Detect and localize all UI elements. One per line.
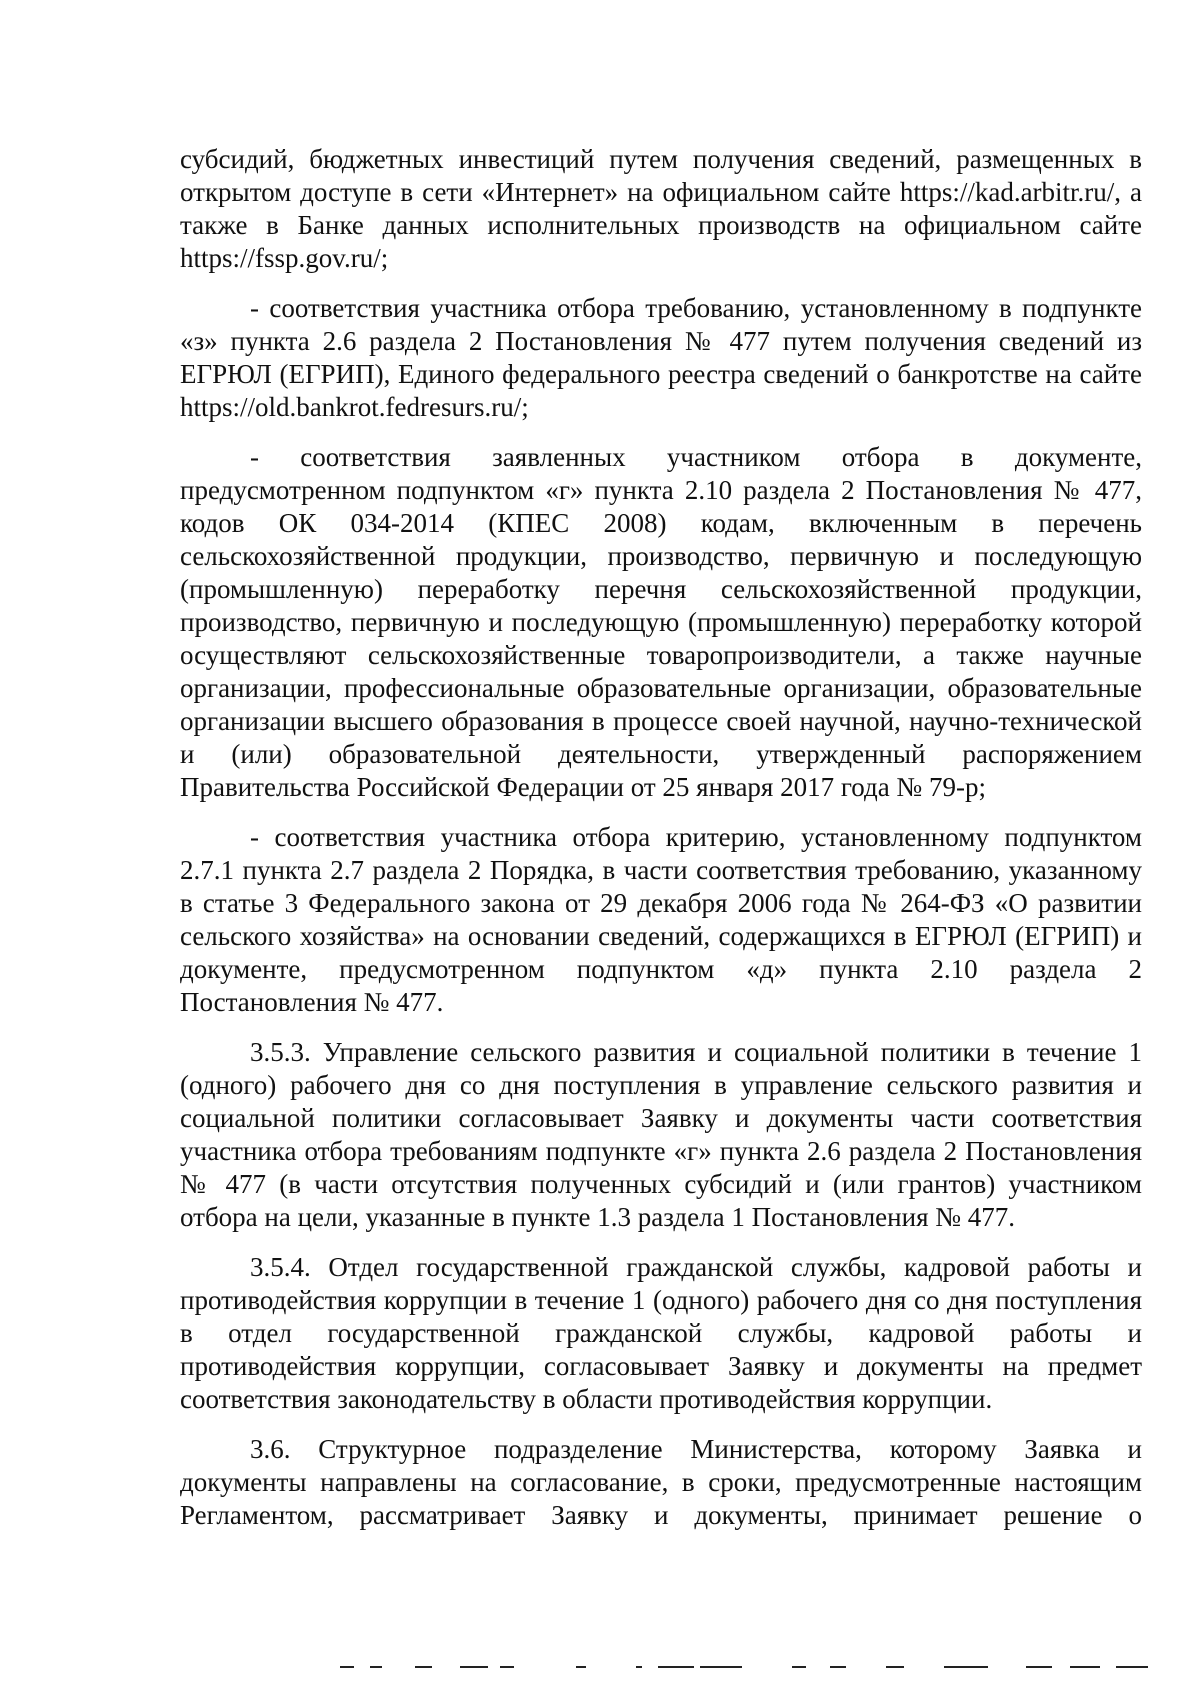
paragraph-criterion-check: - соответствия участника отбора критерию, установленному подпунктом 2.7.1 пункта 2.7 раздела 2 Порядка, в части соответствия требованию, указанному в статье 3 Федерального закона от 29 декабря 2006 года № 264-ФЗ «О развитии сельского хозяйства» на основании сведений, содержащихся в ЕГРЮЛ (ЕГРИП) и документе, предусмотренном подпунктом «д» пункта 2.10 раздела 2 Постановления № 477. <box>180 822 1142 1017</box>
scan-artifact-dashes <box>340 1664 1160 1670</box>
paragraph-bankruptcy-check: - соответствия участника отбора требованию, установленному в подпункте «з» пункта 2.6 раздела 2 Постановления № 477 путем получения сведений из ЕГРЮЛ (ЕГРИП), Единого федерального реестра сведений о банкротстве на сайте https://old.bankrot.fedresurs.ru/; <box>180 293 1142 422</box>
paragraph-3-6: 3.6. Структурное подразделение Министерства, которому Заявка и документы направлены на согласование, в сроки, предусмотренные настоящим Регламентом, рассматривает Заявку и документы, принимает решение о <box>180 1434 1142 1530</box>
paragraph-3-5-4: 3.5.4. Отдел государственной гражданской службы, кадровой работы и противодействия коррупции в течение 1 (одного) рабочего дня со дня поступления в отдел государственной гражданской службы, кадровой работы и противодействия коррупции, согласовывает Заявку и документы на предмет соответствия законодательству в области противодействия коррупции. <box>180 1252 1142 1414</box>
paragraph-subsidies-continuation: субсидий, бюджетных инвестиций путем получения сведений, размещенных в открытом доступе в сети «Интернет» на официальном сайте https://kad.arbitr.ru/, а также в Банке данных исполнительных производств на официальном сайте https://fssp.gov.ru/; <box>180 144 1142 273</box>
document-body <box>180 143 1142 1532</box>
paragraph-okpd-codes-check: - соответствия заявленных участником отбора в документе, предусмотренном подпунктом «г» пункта 2.10 раздела 2 Постановления № 477, кодов ОК 034-2014 (КПЕС 2008) кодам, включенным в перечень сельскохозяйственной продукции, производство, первичную и последующую (промышленную) переработку перечня сельскохозяйственной продукции, производство, первичную и последующую (промышленную) переработку которой осуществляют сельскохозяйственные товаропроизводители, а также научные организации, профессиональные образовательные организации, образовательные организации высшего образования в процессе своей научной, научно-технической и (или) образовательной деятельности, утвержденный распоряжением Правительства Российской Федерации от 25 января 2017 года № 79-р; <box>180 442 1142 802</box>
paragraph-3-5-3: 3.5.3. Управление сельского развития и социальной политики в течение 1 (одного) рабочего дня со дня поступления в управление сельского развития и социальной политики согласовывает Заявку и документы части соответствия участника отбора требованиям подпункте «г» пункта 2.6 раздела 2 Постановления № 477 (в части отсутствия полученных субсидий и (или грантов) участником отбора на цели, указанные в пункте 1.3 раздела 1 Постановления № 477. <box>180 1037 1142 1232</box>
